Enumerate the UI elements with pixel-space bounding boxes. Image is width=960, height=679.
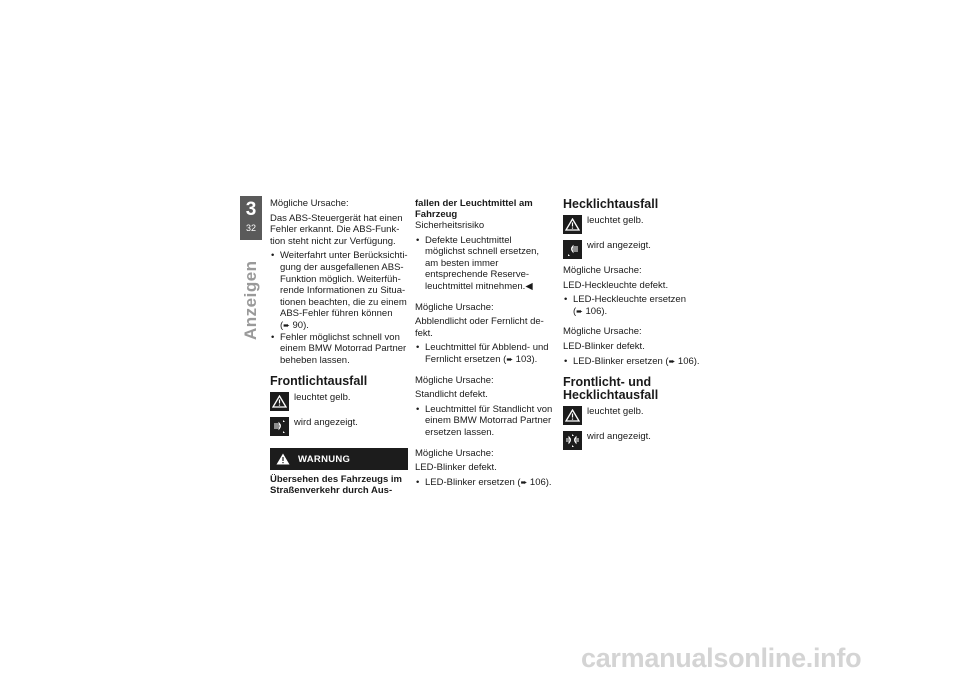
list-item: • Leuchtmittel für Standlicht von einem BMW Motorrad Partner ersetzen lassen. — [415, 404, 553, 439]
indicator-text: wird angezeigt. — [294, 417, 358, 429]
list-item: • LED-Heckleuchte ersetzen (➨ 106). — [563, 294, 701, 317]
list-item: • LED-Blinker ersetzen (➨ 106). — [415, 477, 553, 489]
warning-label: WARNUNG — [298, 453, 351, 465]
bullet-list — [415, 404, 553, 439]
indicator-row — [270, 392, 408, 411]
column-1 — [270, 198, 408, 496]
warning-triangle-icon — [563, 215, 582, 234]
page-ref-icon: ➨ — [520, 477, 528, 487]
page-number: 32 — [245, 223, 256, 233]
indicator-text: leuchtet gelb. — [294, 392, 351, 404]
indicator-row — [563, 215, 701, 234]
head-and-tail-light-failure-icon — [563, 431, 582, 450]
bullet-list — [563, 294, 701, 317]
risk-text: Sicherheitsrisiko — [415, 220, 485, 231]
cause-text: LED-Heckleuchte defekt. — [563, 279, 669, 291]
chapter-number: 3 — [245, 199, 257, 220]
side-label: Anzeigen — [241, 260, 260, 340]
bullet-list — [415, 342, 553, 365]
cause-label: Mögliche Ursache: — [415, 374, 494, 386]
indicator-text: leuchtet gelb. — [587, 215, 644, 226]
list-item: • Leuchtmittel für Abblend- und Fernlicht ersetzen (➨ 103). — [415, 342, 553, 365]
list-item: • Fehler möglichst schnell von einem BMW Motorrad Partner beheben lassen. — [270, 332, 408, 367]
list-item: • LED-Blinker ersetzen (➨ 106). — [563, 356, 701, 368]
cause-text: Das ABS-Steuergerät hat einen Fehler erkannt. Die ABS-Funk-tion steht nicht zur Verfügung. — [270, 212, 403, 247]
page-ref-icon: ➨ — [506, 354, 514, 364]
section-heading: Hecklichtausfall — [563, 197, 659, 211]
bullet-list — [415, 235, 553, 293]
indicator-row — [270, 417, 408, 436]
taillight-failure-icon — [563, 240, 582, 259]
indicator-text: wird angezeigt. — [587, 431, 651, 443]
cause-text: LED-Blinker defekt. — [415, 462, 497, 474]
list-item: • Defekte Leuchtmittel möglichst schnell ersetzen, am besten immer entsprechende Reserve-leuchtmittel mitnehmen.◀ — [415, 235, 553, 293]
cause-label: Mögliche Ursache: — [270, 198, 349, 209]
warning-triangle-icon — [270, 392, 289, 411]
list-item: • Weiterfahrt unter Berücksichti-gung der ausgefallenen ABS-Funktion möglich. Weiterfüh-rende Informationen zu Situa-tionen beachten, die zu einem ABS-Fehler führen können (➨ 90). — [270, 250, 408, 331]
column-3 — [563, 198, 701, 456]
section-heading: Frontlichtausfall — [270, 374, 368, 389]
bullet-list — [270, 250, 408, 366]
cause-text: LED-Blinker defekt. — [563, 340, 645, 352]
warning-triangle-icon — [276, 453, 290, 465]
chapter-tab — [240, 196, 262, 240]
headlight-failure-icon — [270, 417, 289, 436]
cause-label: Mögliche Ursache: — [563, 326, 642, 338]
section-heading: Frontlicht- und Hecklichtausfall — [563, 375, 659, 403]
cause-label: Mögliche Ursache: — [563, 265, 642, 276]
warning-banner — [270, 448, 408, 470]
warning-title-continued: fallen der Leuchtmittel am Fahrzeug — [415, 198, 533, 220]
indicator-row — [563, 431, 701, 450]
warning-triangle-icon — [563, 406, 582, 425]
cause-label: Mögliche Ursache: — [415, 447, 494, 459]
warning-title: Übersehen des Fahrzeugs im Straßenverkehr durch Aus- — [270, 474, 402, 497]
indicator-text: leuchtet gelb. — [587, 406, 644, 418]
cause-label: Mögliche Ursache: — [415, 301, 494, 313]
indicator-row — [563, 406, 701, 425]
bullet-list — [415, 477, 553, 489]
page-ref-icon: ➨ — [283, 320, 290, 330]
indicator-row — [563, 240, 701, 259]
indicator-text: wird angezeigt. — [587, 240, 651, 251]
page-ref-icon: ➨ — [576, 306, 583, 316]
watermark: carmanualsonline.info — [581, 643, 862, 673]
page-ref-icon: ➨ — [668, 356, 676, 366]
cause-text: Standlicht defekt. — [415, 389, 488, 401]
bullet-list — [563, 356, 701, 368]
cause-text: Abblendlicht oder Fernlicht de-fekt. — [415, 316, 544, 339]
column-2 — [415, 198, 553, 491]
